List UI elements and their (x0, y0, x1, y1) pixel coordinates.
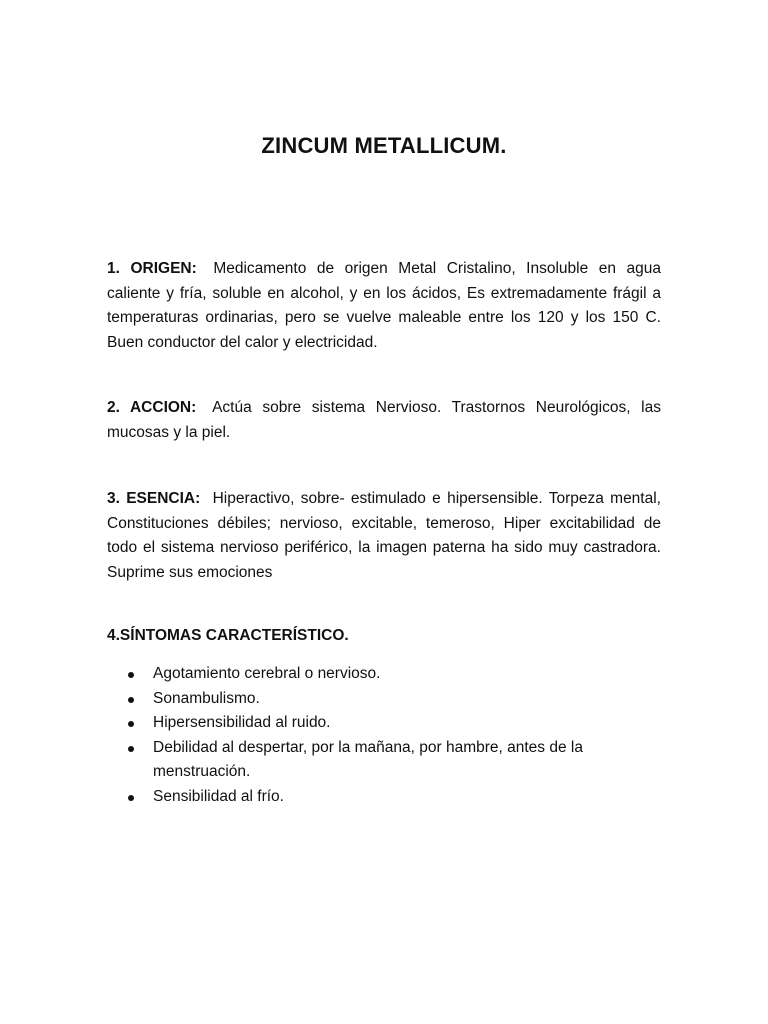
list-item (107, 662, 661, 687)
bullet-icon (128, 795, 134, 801)
section-esencia (107, 487, 661, 585)
symptom-text: Hipersensibilidad al ruido. (153, 714, 331, 731)
symptom-text: Agotamiento cerebral o nervioso. (153, 665, 381, 682)
list-item (107, 711, 661, 736)
document-title: ZINCUM METALLICUM. (261, 133, 507, 158)
bullet-icon (128, 721, 134, 727)
bullet-icon (128, 697, 134, 703)
section-esencia-text: Hiperactivo, sobre- estimulado e hipersensible. Torpeza mental, Constituciones débiles; nervioso, excitable, temeroso, Hiper excitabilidad de todo el sistema nervioso periférico, la imagen paterna ha sido muy castradora. Suprime sus emociones (107, 490, 661, 581)
symptom-text: Sonambulismo. (153, 689, 260, 707)
symptoms-heading: 4.SÍNTOMAS CARACTERÍSTICO. (107, 627, 349, 644)
symptom-text: Sensibilidad al frío. (153, 787, 284, 805)
symptom-list (107, 662, 661, 809)
section-accion-label: 2. ACCION: (107, 399, 197, 416)
section-esencia-label: 3. ESENCIA: (107, 490, 201, 507)
section-origen-text: Medicamento de origen Metal Cristalino, Insoluble en agua caliente y fría, soluble en alcohol, y en los ácidos, Es extremadamente frágil a temperaturas ordinarias, pero se vuelve maleable entre los 120 y los 150 C. Buen conductor del calor y electricidad. (107, 260, 661, 351)
section-origen (107, 257, 661, 355)
section-accion-text: Actúa sobre sistema Nervioso. Trastornos Neurológicos, las mucosas y la piel. (107, 399, 661, 441)
symptom-text: Debilidad al despertar, por la mañana, por hambre, antes de la menstruación. (153, 738, 583, 780)
list-item (107, 785, 661, 810)
bullet-icon (128, 746, 134, 752)
section-accion (107, 396, 661, 445)
bullet-icon (128, 672, 134, 678)
list-item (107, 736, 661, 785)
list-item (107, 687, 661, 712)
section-origen-label: 1. ORIGEN: (107, 260, 197, 277)
